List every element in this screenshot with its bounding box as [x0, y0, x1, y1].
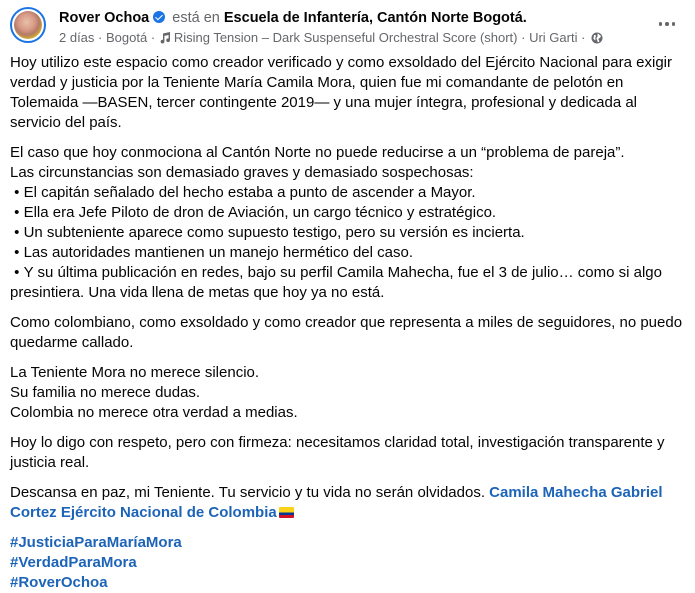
music-artist[interactable]: Uri Garti [529, 30, 578, 45]
tribute-text: Descansa en paz, mi Teniente. Tu servicio y tu vida no serán olvidados. [10, 484, 485, 501]
location-link[interactable]: Escuela de Infantería, Cantón Norte Bogotá. [223, 10, 527, 26]
dot [672, 22, 676, 26]
paragraph-intro: Hoy utilizo este espacio como creador verificado y como exsoldado del Ejército Nacional para exigir verdad y justicia por la Teniente María Camila Mora, quien fue mi comandante de pelotón en Tolemaida —BASEN, tercer contingente 2019— y una mujer íntegra, profesional y dedicada al servicio del país. [10, 54, 672, 131]
music-track[interactable]: Rising Tension – Dark Suspenseful Orchestral Score (short) [173, 30, 518, 45]
dot [659, 22, 663, 26]
hashtag-link[interactable]: #VerdadParaMora [10, 554, 137, 571]
checkin-prefix: está en [172, 10, 220, 26]
colombia-flag-icon [279, 507, 294, 518]
case-line-2: Las circunstancias son demasiado graves y demasiado sospechosas: [10, 164, 474, 181]
avatar-photo [14, 11, 42, 39]
demand-line: Colombia no merece otra verdad a medias. [10, 404, 298, 421]
bullet-item: • El capitán señalado del hecho estaba a punto de ascender a Mayor. [10, 183, 692, 203]
separator: · [521, 30, 526, 45]
more-options-button[interactable] [655, 14, 679, 34]
paragraph-demands [10, 363, 692, 423]
post-header [0, 0, 695, 52]
bullet-item: • Ella era Jefe Piloto de dron de Aviación, un cargo técnico y estratégico. [10, 203, 692, 223]
author-name[interactable]: Rover Ochoa [59, 10, 150, 26]
verified-badge-icon [153, 11, 165, 23]
globe-icon[interactable] [591, 32, 603, 44]
bullet-item: • Un subteniente aparece como supuesto testigo, pero su versión es incierta. [10, 223, 692, 243]
post-title-line [59, 9, 527, 28]
mention-link[interactable]: Camila Mahecha Gabriel Cortez Ejército Nacional de Colombia [10, 484, 663, 521]
paragraph-tribute [10, 483, 692, 523]
hashtag-link[interactable]: #RoverOchoa [10, 574, 108, 591]
post-time[interactable]: 2 días [59, 30, 95, 45]
dot [665, 22, 669, 26]
demand-line: Su familia no merece dudas. [10, 384, 201, 401]
separator: · [581, 30, 586, 45]
post-city[interactable]: Bogotá [106, 30, 148, 45]
avatar[interactable] [10, 7, 46, 43]
paragraph-firmness: Hoy lo digo con respeto, pero con firmeza: necesitamos claridad total, investigación transparente y justicia real. [10, 434, 665, 471]
paragraph-statement: Como colombiano, como exsoldado y como creador que representa a miles de seguidores, no puedo quedarme callado. [10, 314, 683, 351]
hashtag-link[interactable]: #JusticiaParaMaríaMora [10, 534, 182, 551]
separator: · [98, 30, 103, 45]
music-note-icon [159, 31, 171, 44]
post-body [10, 53, 692, 593]
demand-line: La Teniente Mora no merece silencio. [10, 364, 260, 381]
separator: · [150, 30, 156, 45]
bullet-item: • Y su última publicación en redes, bajo su perfil Camila Mahecha, fue el 3 de julio… como si algo presintiera. Una vida llena de metas que hoy ya no está. [10, 263, 692, 303]
bullet-item: • Las autoridades mantienen un manejo hermético del caso. [10, 243, 692, 263]
post-meta [59, 29, 603, 46]
case-line-1: El caso que hoy conmociona al Cantón Norte no puede reducirse a un “problema de pareja”. [10, 144, 625, 161]
hashtag-list [10, 533, 692, 593]
paragraph-case [10, 143, 692, 303]
